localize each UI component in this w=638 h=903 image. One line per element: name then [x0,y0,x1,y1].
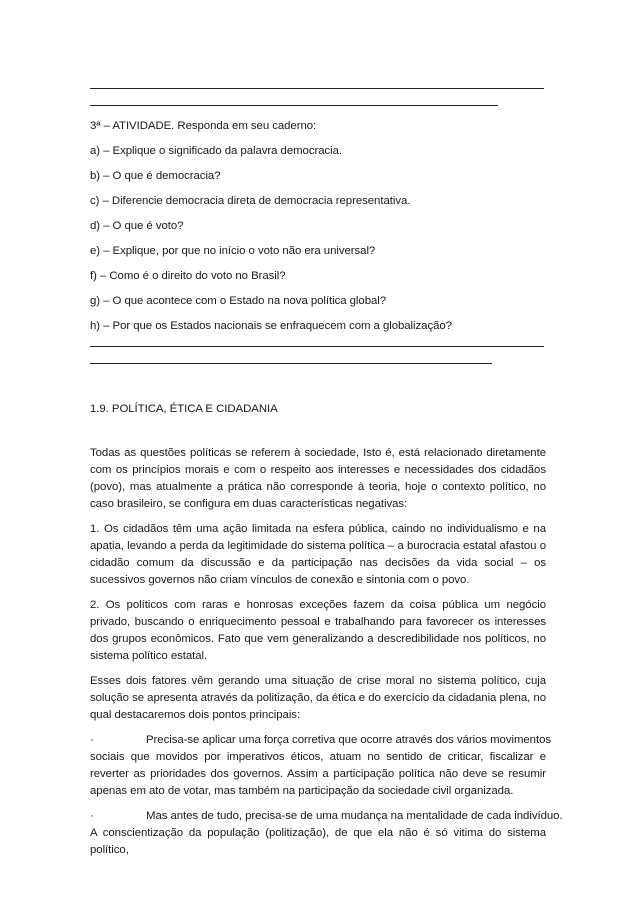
question-a: a) – Explique o significado da palavra democracia. [90,145,343,157]
point-2-paragraph: 2. Os políticos com raras e honrosas exceções fazem da coisa pública um negócio privado, buscando o enriquecimento pessoal e trabalhando para favorecer os interesses dos grupos econômicos. Fato que vem generalizando a descredibilidade nos políticos, no sistema político estatal. [90,599,546,662]
bullet-dot: · [90,810,94,822]
question-f: f) – Como é o direito do voto no Brasil? [90,270,286,282]
answer-line [90,363,492,364]
intro-paragraph: Todas as questões políticas se referem à sociedade, Isto é, está relacionado diretamente com os princípios morais e com o respeito aos interesses e necessidades dos cidadãos (povo), mas atualmente a prática não corresponde à teoria, hoje o contexto político, no caso brasileiro, se configura em duas características negativas: [90,447,546,510]
question-e: e) – Explique, por que no início o voto não era universal? [90,245,376,257]
question-g: g) – O que acontece com o Estado na nova política global? [90,295,387,307]
bullet-2-continuation: A conscientização da população (politização), de que ela não é só vitima do sistema político, [90,827,546,856]
bullet-1-continuation: sociais que movidos por imperativos éticos, atuam no sentido de criticar, fiscalizar e reverter as prioridades dos governos. Assim a participação política não deve se resumir apenas em ato de votar, mas também na participação da sociedade civil organizada. [90,751,546,797]
answer-line [90,88,544,89]
bullet-1-first-line: Precisa-se aplicar uma força corretiva que ocorre através dos vários movimentos [146,734,552,746]
bullet-2-first-line: Mas antes de tudo, precisa-se de uma mudança na mentalidade de cada indivíduo. [146,810,563,822]
crisis-paragraph: Esses dois fatores vêm gerando uma situação de crise moral no sistema político, cuja solução se apresenta através da politização, da ética e do exercício da cidadania plena, no qual destacaremos dois pontos principais: [90,675,546,721]
question-b: b) – O que é democracia? [90,170,221,182]
section-title: 1.9. POLÍTICA, ÉTICA E CIDADANIA [90,403,278,415]
document-page [90,72,563,859]
question-c: c) – Diferencie democracia direta de democracia representativa. [90,195,411,207]
point-1-paragraph: 1. Os cidadãos têm uma ação limitada na esfera pública, caindo no individualismo e na apatia, levando a perda da legitimidade do sistema política – a burocracia estatal afastou o cidadão comum da discussão e da participação nas decisões da vida social – os sucessivos governos não criam vínculos de conexão e sintonia com o povo. [90,523,546,586]
bullet-item-2 [90,808,563,825]
bullet-dot: · [90,734,94,746]
answer-line [90,105,498,106]
question-d: d) – O que é voto? [90,220,184,232]
activity-heading: 3ª – ATIVIDADE. Responda em seu caderno: [90,120,317,132]
answer-line [90,346,544,347]
bullet-item-1 [90,732,552,749]
question-h: h) – Por que os Estados nacionais se enfraquecem com a globalização? [90,320,452,332]
